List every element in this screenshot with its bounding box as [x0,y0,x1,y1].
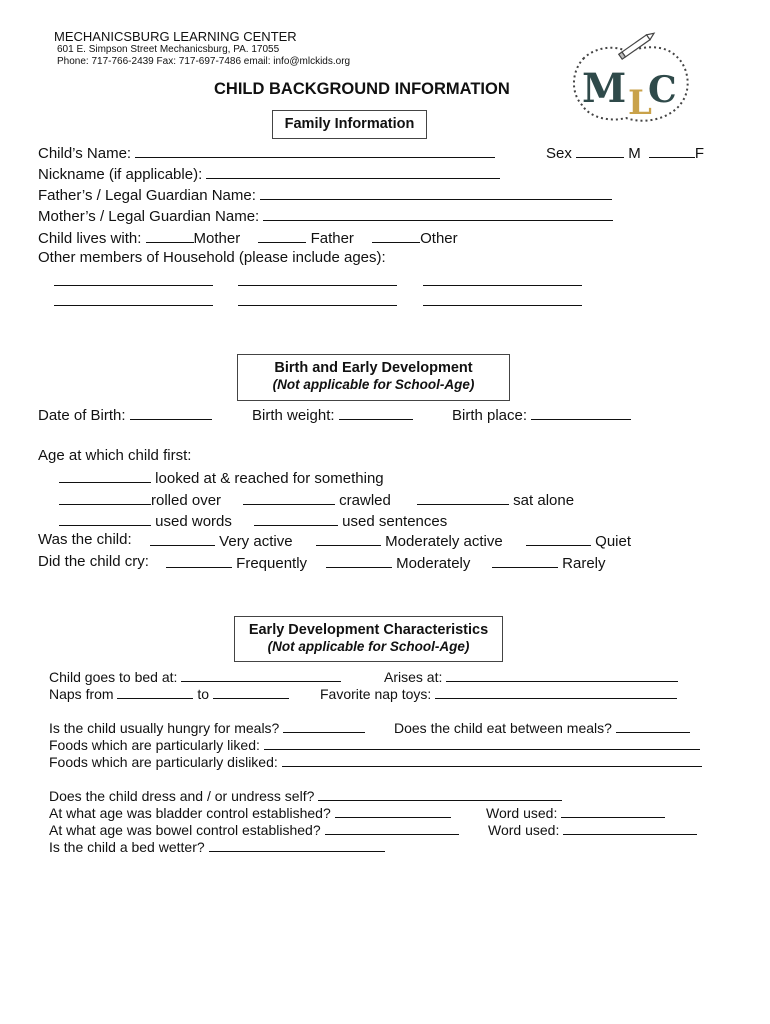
dress-field[interactable] [318,786,562,801]
bladder-age-field[interactable] [335,803,451,818]
foods-liked-field[interactable] [264,735,700,750]
rolled-row: rolled over [59,490,221,510]
household-field-3[interactable] [423,285,582,286]
dob-row: Date of Birth: [38,405,212,425]
moderately-row: Moderately [326,553,470,573]
arises-field[interactable] [446,667,678,682]
child-name-field[interactable] [135,143,495,158]
bowel-word-field[interactable] [563,820,697,835]
quiet-row: Quiet [526,531,631,551]
weight-row: Birth weight: [252,405,413,425]
liked-row: Foods which are particularly liked: [49,735,700,754]
moderately-field[interactable] [326,553,392,568]
frequently-field[interactable] [166,553,232,568]
very-active-row: Very active [150,531,293,551]
crawled-row: crawled [243,490,391,510]
nap-from-field[interactable] [117,684,193,699]
household-field-2[interactable] [238,285,397,286]
sex-f-field[interactable] [649,143,695,158]
hungry-row: Is the child usually hungry for meals? [49,718,365,737]
household-label: Other members of Household (please include ages): [38,249,386,266]
words-row: used words [59,511,232,531]
looked-field[interactable] [59,468,151,483]
bladder-row: At what age was bladder control established? [49,803,451,822]
between-row: Does the child eat between meals? [394,718,690,737]
household-field-1[interactable] [54,285,213,286]
sex-m-field[interactable] [576,143,624,158]
frequently-row: Frequently [166,553,307,573]
place-row: Birth place: [452,405,631,425]
nickname-field[interactable] [206,164,500,179]
crawled-field[interactable] [243,490,335,505]
bed-wetter-row: Is the child a bed wetter? [49,837,385,856]
svg-text:C: C [648,69,677,111]
birth-place-field[interactable] [531,405,631,420]
org-name: MECHANICSBURG LEARNING CENTER [54,29,297,44]
between-meals-field[interactable] [616,718,690,733]
was-child-label: Was the child: [38,531,132,548]
mlc-logo [564,30,694,130]
did-cry-label: Did the child cry: [38,553,149,570]
rarely-row: Rarely [492,553,606,573]
father-row: Father’s / Legal Guardian Name: [38,185,612,205]
nap-toys-field[interactable] [435,684,677,699]
mother-row: Mother’s / Legal Guardian Name: [38,206,613,226]
dob-field[interactable] [130,405,212,420]
pencil-icon [619,31,656,59]
sentences-row: used sentences [254,511,447,531]
sentences-field[interactable] [254,511,338,526]
mother-name-field[interactable] [263,206,613,221]
household-field-6[interactable] [423,305,582,306]
father-name-field[interactable] [260,185,612,200]
page-title: CHILD BACKGROUND INFORMATION [214,80,510,98]
sat-row: sat alone [417,490,574,510]
very-active-field[interactable] [150,531,215,546]
words-field[interactable] [59,511,151,526]
nickname-row: Nickname (if applicable): [38,164,500,184]
lives-father-field[interactable] [258,228,306,243]
family-section-heading: Family Information [272,110,427,139]
bladder-word-field[interactable] [561,803,665,818]
household-field-4[interactable] [54,305,213,306]
org-address: 601 E. Simpson Street Mechanicsburg, PA. 17055 [57,44,280,55]
lives-other-field[interactable] [372,228,420,243]
sat-field[interactable] [417,490,509,505]
logo-text: M [582,65,627,112]
lives-with-row: Child lives with: Mother Father Other [38,230,458,247]
rolled-field[interactable] [59,490,151,505]
nap-toys-row: Favorite nap toys: [320,684,677,703]
mod-active-row: Moderately active [316,531,503,551]
looked-row: looked at & reached for something [59,468,384,488]
early-section-heading: Early Development Characteristics (Not applicable for School-Age) [234,616,503,662]
hungry-field[interactable] [283,718,365,733]
bladder-word-row: Word used: [486,803,665,822]
foods-disliked-field[interactable] [282,752,702,767]
dress-row: Does the child dress and / or undress self? [49,786,562,805]
bed-wetter-field[interactable] [209,837,385,852]
bowel-row: At what age was bowel control established? [49,820,459,839]
nap-to-field[interactable] [213,684,289,699]
disliked-row: Foods which are particularly disliked: [49,752,702,771]
birth-weight-field[interactable] [339,405,413,420]
svg-text:L: L [628,83,652,123]
birth-section-heading: Birth and Early Development (Not applicable for School-Age) [237,354,510,401]
age-first-label: Age at which child first: [38,447,192,464]
quiet-field[interactable] [526,531,591,546]
bed-row: Child goes to bed at: [49,667,341,686]
bedtime-field[interactable] [181,667,341,682]
org-contact: Phone: 717-766-2439 Fax: 717-697-7486 email: info@mlckids.org [57,56,351,67]
household-field-5[interactable] [238,305,397,306]
sex-row: Sex M F [546,145,705,162]
lives-mother-field[interactable] [146,228,194,243]
bowel-age-field[interactable] [325,820,459,835]
arises-row: Arises at: [384,667,678,686]
naps-row: Naps from to [49,684,289,703]
child-name-row: Child’s Name: [38,143,495,163]
rarely-field[interactable] [492,553,558,568]
mod-active-field[interactable] [316,531,381,546]
bowel-word-row: Word used: [488,820,697,839]
